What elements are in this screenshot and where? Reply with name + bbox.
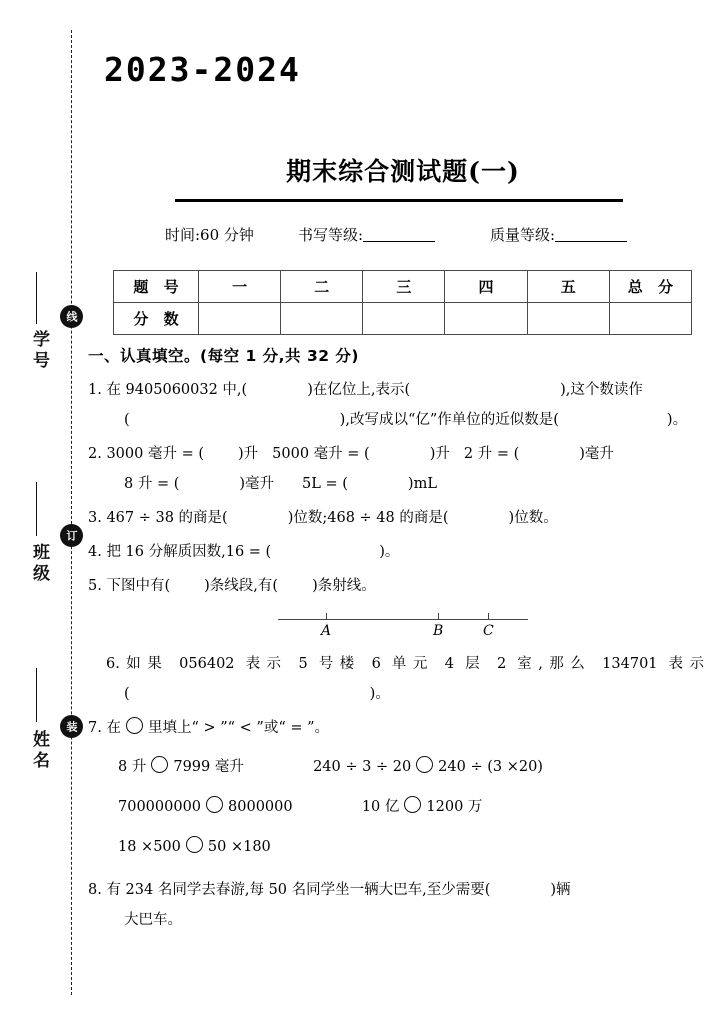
question-1-text-e: ),改写成以“亿”作单位的近似数是( (339, 412, 559, 428)
section-heading-1: 一、认真填空。(每空 1 分,共 32 分) (88, 347, 359, 365)
score-table-cell: 一 (199, 271, 281, 303)
comparison-circle-icon[interactable] (206, 796, 223, 813)
score-table (113, 270, 692, 335)
question-6-line2 (106, 679, 704, 709)
exam-body (88, 344, 704, 939)
comparison-left: 240 ÷ 3 ÷ 20 (313, 759, 412, 775)
binding-dashed-line (71, 30, 72, 995)
title-divider (175, 199, 623, 202)
comparison-circle-icon (126, 717, 143, 734)
comparison-row-3 (88, 827, 704, 867)
score-table-cell: 总 分 (609, 271, 691, 303)
question-2-text-e: 2 升 = ( (463, 446, 520, 462)
question-2 (88, 439, 704, 499)
comparison-left: 8 升 (118, 759, 147, 775)
question-2-text-f: )毫升 (579, 446, 614, 462)
comparison-right: 1200 万 (426, 799, 483, 815)
question-7-prompt-a: 在 (106, 720, 121, 736)
question-2-text-c: 5000 毫升 = ( (272, 446, 370, 462)
binding-sidebar (0, 0, 96, 1024)
question-2-text-i: 5L = ( (302, 476, 348, 492)
comparison-row-2 (88, 787, 704, 827)
question-8 (88, 875, 704, 935)
question-3-text-b: )位数;468 ÷ 48 的商是( (287, 510, 449, 526)
question-1-text-a: 在 9405060032 中,( (106, 382, 248, 398)
binding-badge-3 (60, 715, 83, 738)
school-year: 2023-2024 (104, 50, 301, 89)
comparison-right: 50 ×180 (207, 839, 271, 855)
question-4-text-a: 把 16 分解质因数,16 = ( (106, 544, 272, 560)
name-label: 姓名 (29, 730, 49, 772)
binding-badge-2-label: 订 (65, 530, 78, 541)
figure-point-label-b: B (433, 623, 444, 639)
table-row (114, 271, 692, 303)
comparison-left: 700000000 (118, 799, 202, 815)
writing-grade-label: 书写等级: (298, 226, 364, 244)
comparison-left: 18 ×500 (118, 839, 181, 855)
question-6-text-b: ( (124, 686, 130, 702)
comparison-right: 8000000 (228, 799, 293, 815)
score-table-row-head: 题 号 (114, 271, 199, 303)
figure-point-label-a: A (321, 623, 332, 639)
figure-tick-a (326, 613, 327, 620)
question-5 (88, 571, 704, 601)
student-id-rule (36, 272, 37, 324)
question-3-text-a: 467 ÷ 38 的商是( (106, 510, 228, 526)
question-3-number: 3. (88, 510, 102, 526)
exam-time: 时间:60 分钟 (165, 226, 254, 244)
binding-badge-2 (60, 524, 83, 547)
class-label: 班级 (29, 543, 49, 585)
question-2-number: 2. (88, 446, 102, 462)
page-title: 期末综合测试题(一) (286, 157, 520, 186)
figure-point-label-c: C (483, 623, 494, 639)
score-input-cell[interactable] (281, 303, 363, 335)
comparison-right: 7999 毫升 (173, 759, 244, 775)
question-8-text-a: 有 234 名同学去春游,每 50 名同学坐一辆大巴车,至少需要( (106, 882, 491, 898)
figure-tick-b (438, 613, 439, 620)
question-1-text-b: )在亿位上,表示( (307, 382, 411, 398)
question-2-text-d: )升 (429, 446, 450, 462)
question-1-number: 1. (88, 382, 102, 398)
question-1-text-c: ),这个数读作 (560, 382, 643, 398)
question-2-line2 (106, 469, 704, 499)
class-rule (36, 482, 37, 536)
question-8-text-c: 大巴车。 (124, 912, 182, 928)
quality-grade-blank[interactable] (555, 227, 627, 242)
question-8-text-b: )辆 (550, 882, 571, 898)
question-1-text-d: ( (124, 412, 130, 428)
binding-badge-1-label: 线 (65, 311, 78, 322)
question-3 (88, 503, 704, 533)
comparison-row-1 (88, 747, 704, 787)
question-6-text-c: )。 (369, 686, 390, 702)
binding-badge-3-label: 装 (65, 721, 78, 732)
question-7 (88, 713, 704, 743)
score-input-cell[interactable] (363, 303, 445, 335)
score-table-cell: 四 (445, 271, 527, 303)
binding-badge-1 (60, 305, 83, 328)
question-5-number: 5. (88, 578, 102, 594)
question-4-text-b: )。 (379, 544, 400, 560)
question-2-text-b: )升 (238, 446, 259, 462)
question-8-number: 8. (88, 882, 102, 898)
figure-tick-c (488, 613, 489, 620)
quality-grade-field (490, 224, 627, 245)
comparison-circle-icon[interactable] (404, 796, 421, 813)
comparison-left: 10 亿 (361, 799, 400, 815)
question-5-text-b: )条线段,有( (204, 578, 279, 594)
question-4-number: 4. (88, 544, 102, 560)
question-2-text-g: 8 升 = ( (124, 476, 180, 492)
comparison-circle-icon[interactable] (416, 756, 433, 773)
score-input-cell[interactable] (199, 303, 281, 335)
question-5-figure (88, 605, 704, 649)
question-6-text-a: 如果 056402 表示 5 号楼 6 单元 4 层 2 室,那么 134701 表示 (119, 656, 704, 672)
score-table-cell: 三 (363, 271, 445, 303)
writing-grade-field (298, 224, 435, 245)
score-table-cell: 五 (527, 271, 609, 303)
quality-grade-label: 质量等级: (490, 226, 556, 244)
question-8-line2 (106, 905, 704, 935)
figure-baseline (278, 619, 528, 620)
table-row (114, 303, 692, 335)
comparison-circle-icon[interactable] (151, 756, 168, 773)
question-2-text-a: 3000 毫升 = ( (106, 446, 204, 462)
score-table-cell: 二 (281, 271, 363, 303)
question-5-text-c: )条射线。 (312, 578, 376, 594)
question-1-line2 (106, 405, 704, 435)
score-table-row-head: 分 数 (114, 303, 199, 335)
student-id-label: 学号 (29, 330, 49, 372)
score-input-cell[interactable] (445, 303, 527, 335)
question-1-text-f: )。 (666, 412, 688, 428)
question-2-text-h: )毫升 (239, 476, 275, 492)
name-rule (36, 668, 37, 722)
score-input-cell[interactable] (609, 303, 691, 335)
question-4 (88, 537, 704, 567)
question-1 (88, 375, 704, 435)
question-6 (88, 649, 704, 709)
question-7-prompt-b: 里填上“ > ”“ < ”或“ = ”。 (147, 720, 330, 736)
question-3-text-c: )位数。 (508, 510, 558, 526)
question-2-text-j: )mL (407, 476, 437, 492)
comparison-circle-icon[interactable] (186, 836, 203, 853)
question-5-text-a: 下图中有( (106, 578, 171, 594)
question-7-number: 7. (88, 720, 102, 736)
question-6-number: 6. (106, 656, 120, 672)
score-input-cell[interactable] (527, 303, 609, 335)
writing-grade-blank[interactable] (363, 227, 435, 242)
comparison-right: 240 ÷ (3 ×20) (438, 759, 543, 775)
